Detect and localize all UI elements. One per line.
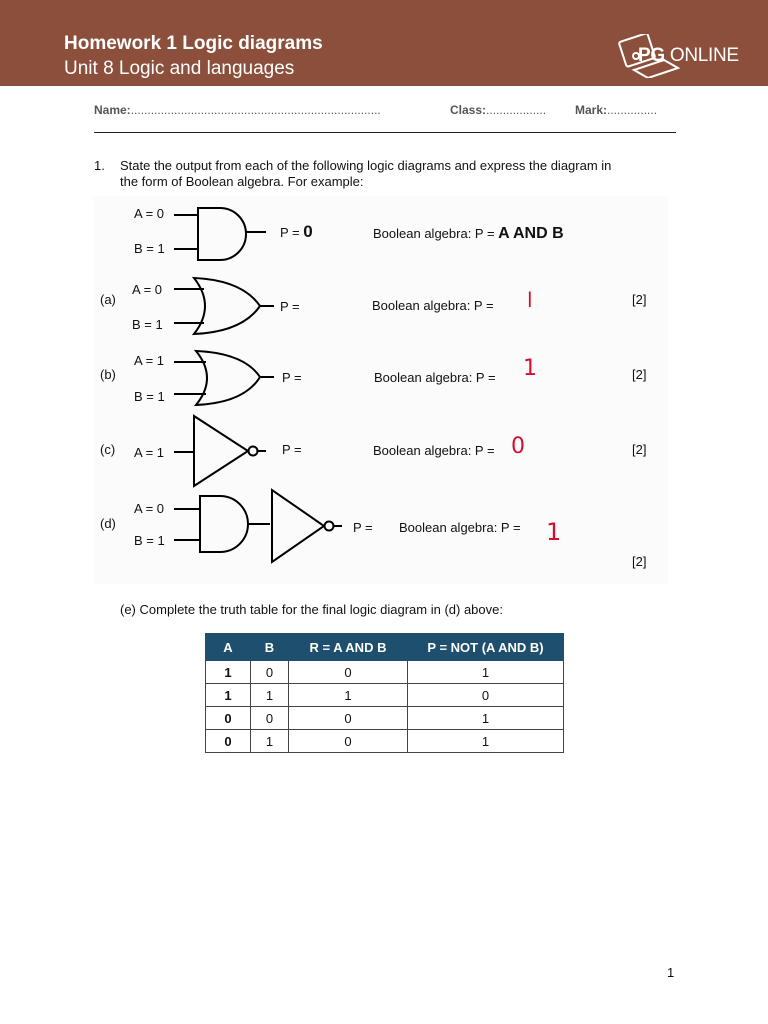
header-banner	[0, 0, 768, 86]
boolean-algebra-label: Boolean algebra: P =	[372, 298, 494, 313]
input-a-label: A = 1	[134, 353, 164, 368]
boolean-algebra-label: Boolean algebra: P =	[374, 370, 496, 385]
table-cell: 0	[289, 661, 408, 684]
marks-label: [2]	[632, 367, 647, 382]
column-header: A	[206, 634, 251, 661]
input-b-label: B = 1	[134, 241, 165, 256]
document-title: Homework 1 Logic diagrams	[64, 33, 323, 54]
input-a-label: A = 0	[134, 501, 164, 516]
table-cell: 1	[408, 707, 564, 730]
part-label: (a)	[100, 292, 116, 307]
logic-gates-drawing	[94, 196, 668, 584]
output-label: P =	[353, 520, 373, 535]
column-header: B	[251, 634, 289, 661]
table-cell: 1	[289, 684, 408, 707]
table-cell: 1	[408, 661, 564, 684]
table-cell: 1	[408, 730, 564, 753]
page-number: 1	[667, 965, 675, 980]
table-cell: 1	[251, 730, 289, 753]
output-label: P = 0	[280, 222, 313, 241]
input-b-label: B = 1	[132, 317, 163, 332]
output-label: P =	[282, 442, 302, 457]
part-label: (d)	[100, 516, 116, 531]
question-number: 1.	[94, 158, 105, 173]
part-e-instruction: (e) Complete the truth table for the final logic diagram in (d) above:	[120, 602, 503, 617]
name-field: Name:...........................................................................	[94, 103, 381, 117]
part-label: (b)	[100, 367, 116, 382]
table-cell: 0	[289, 707, 408, 730]
class-field: Class:..................	[450, 103, 547, 117]
or-gate-icon	[174, 278, 274, 334]
column-header: R = A AND B	[289, 634, 408, 661]
handwritten-answer: 1	[523, 356, 537, 381]
or-gate-icon	[174, 351, 274, 405]
table-header-row	[206, 634, 564, 661]
divider	[94, 132, 676, 133]
not-gate-icon	[174, 416, 266, 486]
table-cell: 0	[206, 730, 251, 753]
table-cell: 0	[206, 707, 251, 730]
table-cell: 0	[408, 684, 564, 707]
table-row	[206, 730, 564, 753]
handwritten-answer: l	[527, 288, 533, 312]
marks-label: [2]	[632, 554, 647, 569]
table-row	[206, 684, 564, 707]
part-label: (c)	[100, 442, 116, 457]
table-cell: 1	[206, 661, 251, 684]
input-b-label: B = 1	[134, 389, 165, 404]
column-header: P = NOT (A AND B)	[408, 634, 564, 661]
table-cell: 0	[289, 730, 408, 753]
input-a-label: A = 0	[132, 282, 162, 297]
input-a-label: A = 1	[134, 445, 164, 460]
marks-label: [2]	[632, 442, 647, 457]
document-subtitle: Unit 8 Logic and languages	[64, 58, 295, 79]
boolean-algebra-label: Boolean algebra: P =	[399, 520, 521, 535]
brand-logo-text: PG ONLINE	[638, 45, 739, 66]
table-row	[206, 661, 564, 684]
mark-field: Mark:...............	[575, 103, 658, 117]
output-label: P =	[280, 299, 300, 314]
table-cell: 1	[206, 684, 251, 707]
table-cell: 0	[251, 707, 289, 730]
logic-diagrams-panel	[94, 196, 668, 584]
input-b-label: B = 1	[134, 533, 165, 548]
truth-table	[205, 633, 564, 753]
input-a-label: A = 0	[134, 206, 164, 221]
boolean-algebra-label: Boolean algebra: P =	[373, 443, 495, 458]
output-label: P =	[282, 370, 302, 385]
boolean-algebra-example: Boolean algebra: P = A AND B	[373, 225, 564, 242]
table-cell: 0	[251, 661, 289, 684]
handwritten-answer: 1	[546, 518, 562, 546]
and-gate-icon	[174, 208, 266, 260]
and-not-gate-icon	[174, 490, 342, 562]
table-cell: 1	[251, 684, 289, 707]
question-text-line2: the form of Boolean algebra. For example:	[120, 174, 364, 189]
marks-label: [2]	[632, 292, 647, 307]
table-row	[206, 707, 564, 730]
handwritten-answer: 0	[511, 434, 525, 459]
question-text-line1: State the output from each of the following logic diagrams and express the diagram in	[120, 158, 612, 173]
